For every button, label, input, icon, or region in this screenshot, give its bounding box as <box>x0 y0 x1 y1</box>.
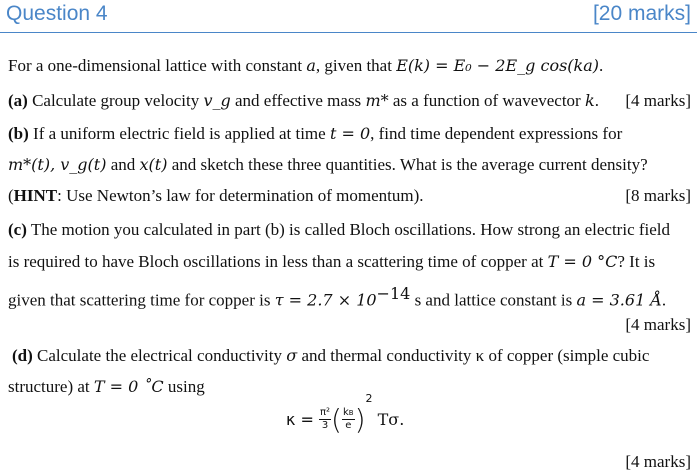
part-c-line-1: (c) The motion you calculated in part (b) is called Bloch oscillations. How strong an electric field <box>8 220 671 239</box>
part-b-hint: (HINT: Use Newton’s law for determination of momentum). <box>8 186 424 205</box>
part-b-line-2: m*(t), v_g(t) and x(t) and sketch these three quantities. What is the average current density? <box>8 155 648 174</box>
question-total-marks: [20 marks] <box>592 2 691 25</box>
thermal-conductivity-formula: κ = $\frac{\text{π²}}{3}$ ( $\frac{kB}{e}$ )$^2$ Tσ. <box>286 392 405 436</box>
part-d-marks: [4 marks] <box>625 452 691 471</box>
part-c-line-2: is required to have Bloch oscillations in less than a scattering time of copper at T = 0 °C? It is <box>8 252 656 271</box>
pi-fraction: $\frac{\text{π²}}{3}$ <box>320 407 331 431</box>
question-title: Question 4 <box>6 2 108 25</box>
question-header <box>0 0 697 33</box>
kb-fraction: $\frac{kB}{e}$ <box>342 407 354 431</box>
part-b-line-1: (b) If a uniform electric field is applied at time t = 0, find time dependent expressions for <box>8 124 623 143</box>
part-a-line: (a) Calculate group velocity v_g and effective mass m* as a function of wavevector k. <box>8 91 599 110</box>
part-b-marks: [8 marks] <box>625 186 691 205</box>
part-a-marks: [4 marks] <box>625 91 691 110</box>
part-d-line-2: structure) at T = 0 ˚C using <box>8 377 205 396</box>
part-c-line-3: given that scattering time for copper is $\tau = 2.7 \times 10^{-14}$ s and lattice constant is a = 3.61 Å. <box>8 284 667 310</box>
dispersion-equation: E(k) = E₀ − 2E_g cos(ka) <box>396 56 600 75</box>
part-d-line-1: (d) Calculate the electrical conductivity σ and thermal conductivity κ of copper (simple cubic <box>12 346 650 365</box>
intro-line: For a one-dimensional lattice with constant a, given that E(k) = E₀ − 2E_g cos(ka). <box>8 56 604 75</box>
part-c-marks: [4 marks] <box>625 315 691 334</box>
